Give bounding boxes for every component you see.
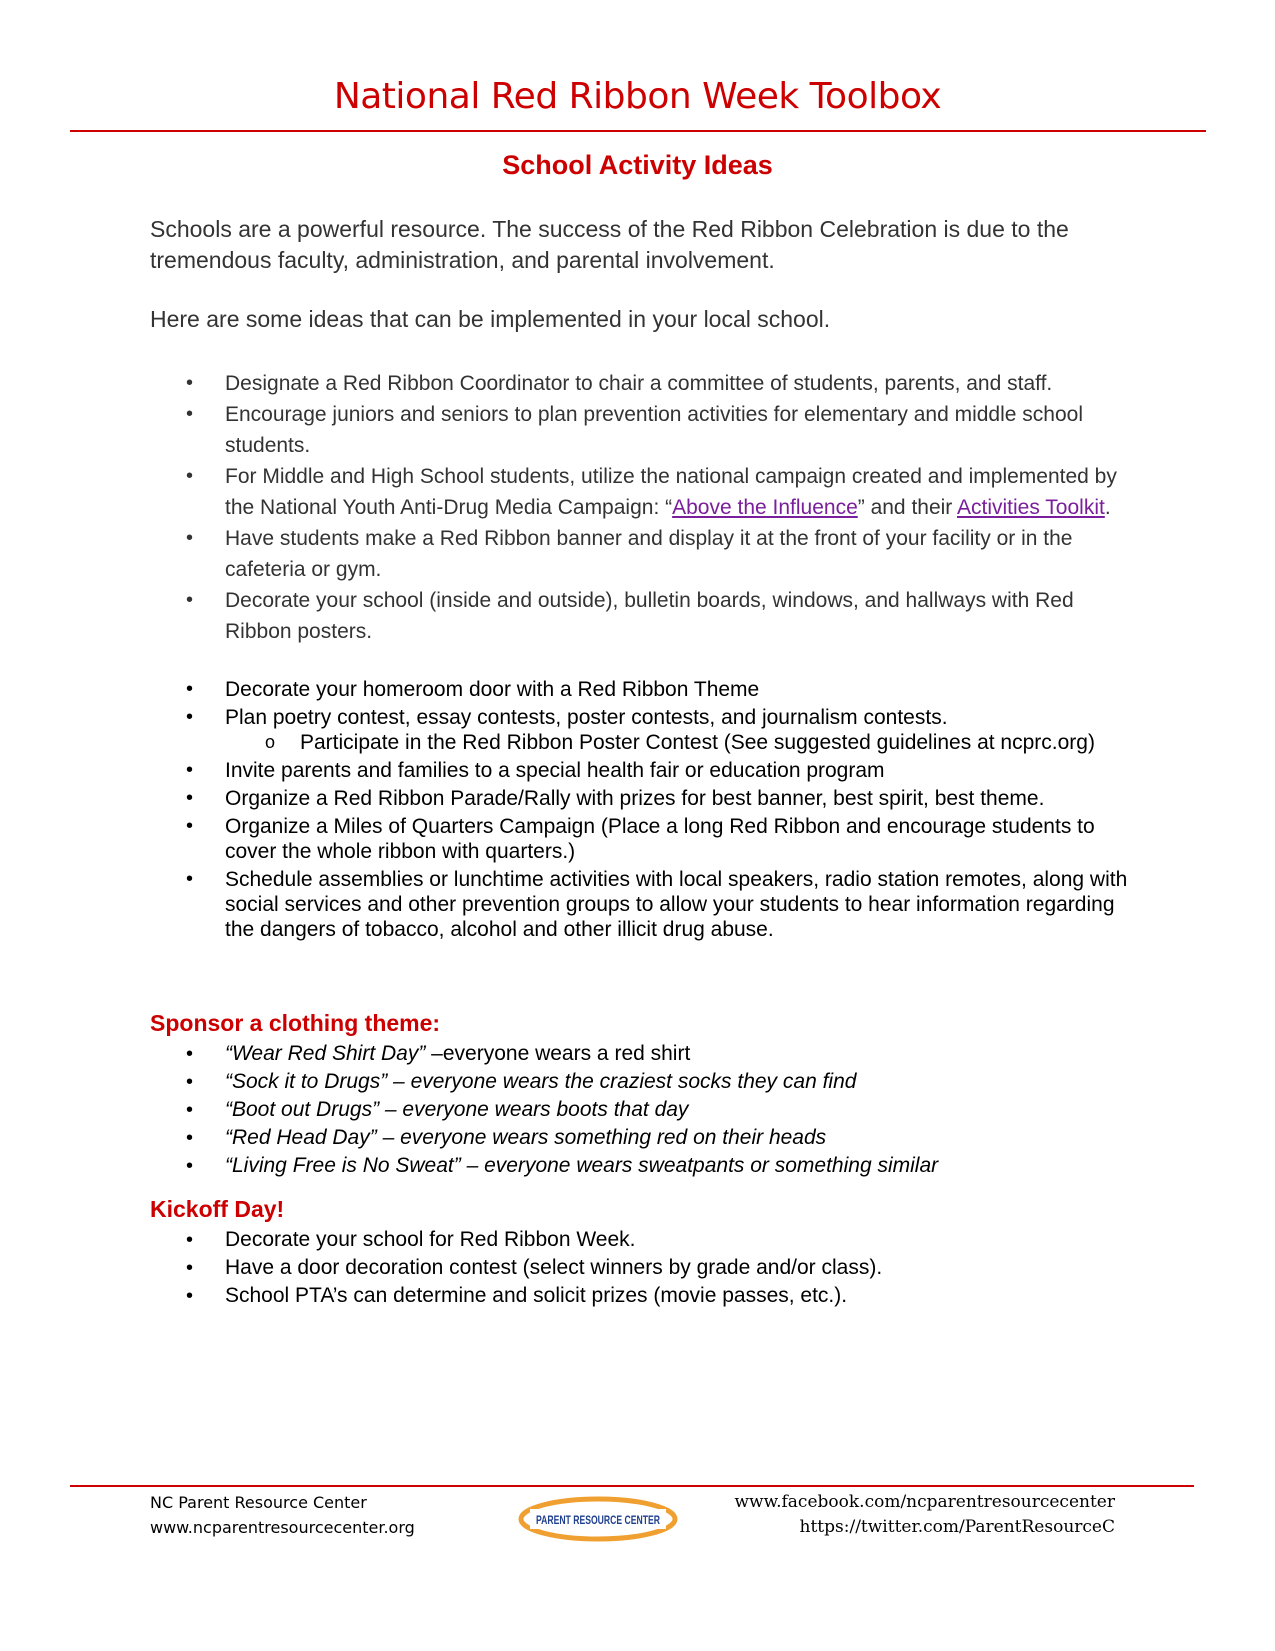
logo-text: PARENT RESOURCE CENTER xyxy=(536,1513,661,1527)
item-text: Plan poetry contest, essay contests, poster contests, and journalism contests. xyxy=(225,706,948,729)
list-item xyxy=(150,705,1130,755)
clothing-theme-heading: Sponsor a clothing theme: xyxy=(150,1010,441,1036)
sub-list-item: o Participate in the Red Ribbon Poster Contest (See suggested guidelines at ncprc.org) xyxy=(225,730,1130,755)
list-item: • Designate a Red Ribbon Coordinator to chair a committee of students, parents, and staff. xyxy=(150,368,1130,399)
list-item: • Decorate your school for Red Ribbon Week. xyxy=(150,1226,1130,1254)
activity-ideas-list xyxy=(150,368,1130,647)
item-text: ” and their xyxy=(857,496,957,519)
list-item xyxy=(150,1068,1130,1096)
list-item: • Organize a Miles of Quarters Campaign (Place a long Red Ribbon and encourage students to cover the whole ribbon with quarters.) xyxy=(150,814,1130,864)
list-item: • Encourage juniors and seniors to plan prevention activities for elementary and middle school students. xyxy=(150,399,1130,461)
parent-resource-center-logo xyxy=(518,1496,678,1542)
footer-org-name: NC Parent Resource Center xyxy=(150,1493,367,1512)
theme-name: “Living Free is No Sweat” xyxy=(225,1154,461,1177)
list-item: • Have students make a Red Ribbon banner and display it at the front of your facility or in the cafeteria or gym. xyxy=(150,523,1130,585)
clothing-theme-list xyxy=(150,1040,1130,1180)
list-item: • Decorate your school (inside and outside), bulletin boards, windows, and hallways with Red Ribbon posters. xyxy=(150,585,1130,647)
list-item: • Organize a Red Ribbon Parade/Rally with prizes for best banner, best spirit, best theme. xyxy=(150,786,1130,811)
theme-name: “Red Head Day” xyxy=(225,1126,377,1149)
theme-description: – everyone wears sweatpants or something similar xyxy=(460,1154,939,1177)
theme-name: “Sock it to Drugs” xyxy=(225,1070,388,1093)
footer-divider xyxy=(70,1485,1194,1487)
theme-description: – everyone wears something red on their heads xyxy=(376,1126,827,1149)
list-item: • Schedule assemblies or lunchtime activities with local speakers, radio station remotes, along with social services and other prevention groups to allow your students to hear information regarding the dangers of tobacco, alcohol and other illicit drug abuse. xyxy=(150,867,1130,942)
kickoff-day-list xyxy=(150,1226,1130,1310)
footer-website-link[interactable]: www.ncparentresourcecenter.org xyxy=(150,1518,415,1537)
item-text: . xyxy=(1104,496,1111,519)
theme-description: –everyone wears a red shirt xyxy=(425,1042,691,1065)
twitter-link[interactable]: https://twitter.com/ParentResourceC xyxy=(799,1517,1115,1537)
kickoff-day-heading: Kickoff Day! xyxy=(150,1196,285,1222)
sub-list xyxy=(225,730,1130,755)
activity-ideas-list-continued xyxy=(150,677,1130,942)
page-subtitle: School Activity Ideas xyxy=(502,150,773,180)
header-divider xyxy=(70,130,1206,132)
list-item: • Have a door decoration contest (select winners by grade and/or class). xyxy=(150,1254,1130,1282)
facebook-link[interactable]: www.facebook.com/ncparentresourcecenter xyxy=(734,1492,1115,1512)
item-text: For Middle and High School students, utilize the national campaign created and implemented by the National Youth Anti-Drug Media Campaign: “ xyxy=(225,465,1117,519)
footer-social xyxy=(734,1490,1115,1540)
list-item xyxy=(150,1152,1130,1180)
list-item xyxy=(150,1124,1130,1152)
theme-name: “Boot out Drugs” xyxy=(225,1098,380,1121)
footer-contact xyxy=(150,1490,415,1540)
above-the-influence-link[interactable]: Above the Influence xyxy=(672,496,858,519)
list-item xyxy=(150,1096,1130,1124)
list-item xyxy=(150,461,1130,523)
theme-name: “Wear Red Shirt Day” xyxy=(225,1042,426,1065)
list-item: • School PTA’s can determine and solicit prizes (movie passes, etc.). xyxy=(150,1282,1130,1310)
list-item xyxy=(150,1040,1130,1068)
activities-toolkit-link[interactable]: Activities Toolkit xyxy=(956,496,1105,519)
page-title: National Red Ribbon Week Toolbox xyxy=(333,76,942,117)
intro-lead-in: Here are some ideas that can be implemented in your local school. xyxy=(150,306,831,332)
theme-description: – everyone wears boots that day xyxy=(379,1098,689,1121)
intro-paragraph: Schools are a powerful resource. The success of the Red Ribbon Celebration is due to the tremendous faculty, administration, and parental involvement. xyxy=(150,216,1069,273)
list-item: • Decorate your homeroom door with a Red Ribbon Theme xyxy=(150,677,1130,702)
list-item: • Invite parents and families to a special health fair or education program xyxy=(150,758,1130,783)
theme-description: – everyone wears the craziest socks they can find xyxy=(387,1070,857,1093)
